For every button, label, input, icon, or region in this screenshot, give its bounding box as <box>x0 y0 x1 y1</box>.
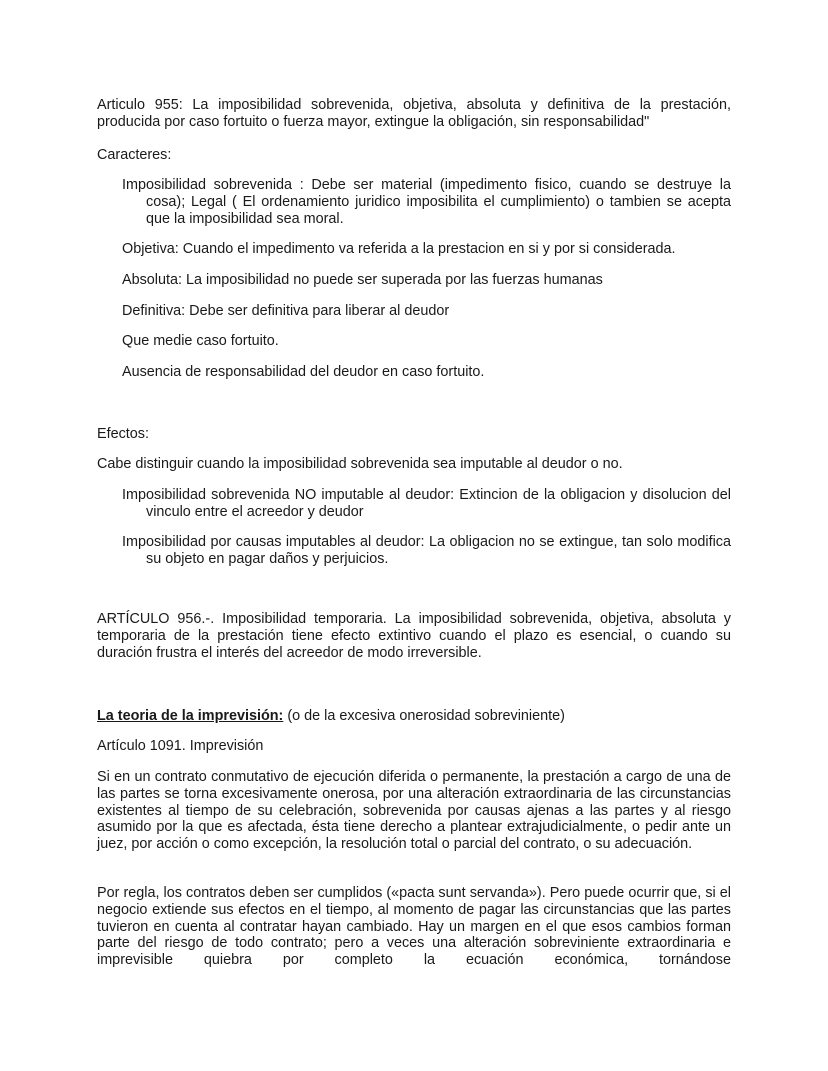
imprevision-paragraph: Por regla, los contratos deben ser cumplidos («pacta sunt servanda»). Pero puede ocurrir que, si el negocio extiende sus efectos en el tiempo, al momento de pagar las circunstancias que las partes tuvieron en cuenta al contratar hayan cambiado. Hay un margen en el que esos cambios forman parte del riesgo de todo contrato; pero a veces una alteración sobreviniente extraordinaria e imprevisible quiebra por completo la ecuación económica, tornándose <box>97 885 731 969</box>
article-956: ARTÍCULO 956.-. Imposibilidad temporaria. La imposibilidad sobrevenida, objetiva, absoluta y temporaria de la prestación tiene efecto extintivo cuando el plazo es esencial, o cuando su duración frustra el interés del acreedor de modo irreversible. <box>97 611 731 661</box>
caracteres-heading: Caracteres: <box>97 147 172 163</box>
article-1091-title: Artículo 1091. Imprevisión <box>97 738 264 754</box>
caracter-item: Objetiva: Cuando el impedimento va referida a la prestacion en si y por si considerada. <box>122 241 676 257</box>
caracter-item: Ausencia de responsabilidad del deudor en caso fortuito. <box>122 364 485 380</box>
efectos-heading: Efectos: <box>97 426 149 442</box>
efectos-intro: Cabe distinguir cuando la imposibilidad sobrevenida sea imputable al deudor o no. <box>97 456 623 472</box>
caracter-item: Definitiva: Debe ser definitiva para liberar al deudor <box>122 303 450 319</box>
caracter-item: Imposibilidad sobrevenida : Debe ser material (impedimento fisico, cuando se destruye la cosa); Legal ( El ordenamiento juridico imposibilita el cumplimiento) o tambien se acepta que la imposibilidad sea moral. <box>122 177 731 227</box>
caracter-item: Que medie caso fortuito. <box>122 333 279 349</box>
teoria-heading-line <box>97 708 731 725</box>
caracter-item: Absoluta: La imposibilidad no puede ser superada por las fuerzas humanas <box>122 272 603 288</box>
article-1091-paragraph: Si en un contrato conmutativo de ejecución diferida o permanente, la prestación a cargo de una de las partes se torna excesivamente onerosa, por una alteración extraordinaria de las circunstancias existentes al tiempo de su celebración, sobrevenida por causas ajenas a las partes y al riesgo asumido por la que es afectada, ésta tiene derecho a plantear extrajudicialmente, o pedir ante un juez, por acción o como excepción, la resolución total o parcial del contrato, o su adecuación. <box>97 769 731 853</box>
efecto-item: Imposibilidad por causas imputables al deudor: La obligacion no se extingue, tan solo modifica su objeto en pagar daños y perjuicios. <box>122 534 731 567</box>
teoria-heading: La teoria de la imprevisión: <box>97 708 284 724</box>
article-955: Articulo 955: La imposibilidad sobrevenida, objetiva, absoluta y definitiva de la prestación, producida por caso fortuito o fuerza mayor, extingue la obligación, sin responsabilidad" <box>97 97 731 130</box>
teoria-subheading: (o de la excesiva onerosidad sobreviniente) <box>283 708 565 724</box>
efecto-item: Imposibilidad sobrevenida NO imputable al deudor: Extincion de la obligacion y disolucion del vinculo entre el acreedor y deudor <box>122 487 731 520</box>
